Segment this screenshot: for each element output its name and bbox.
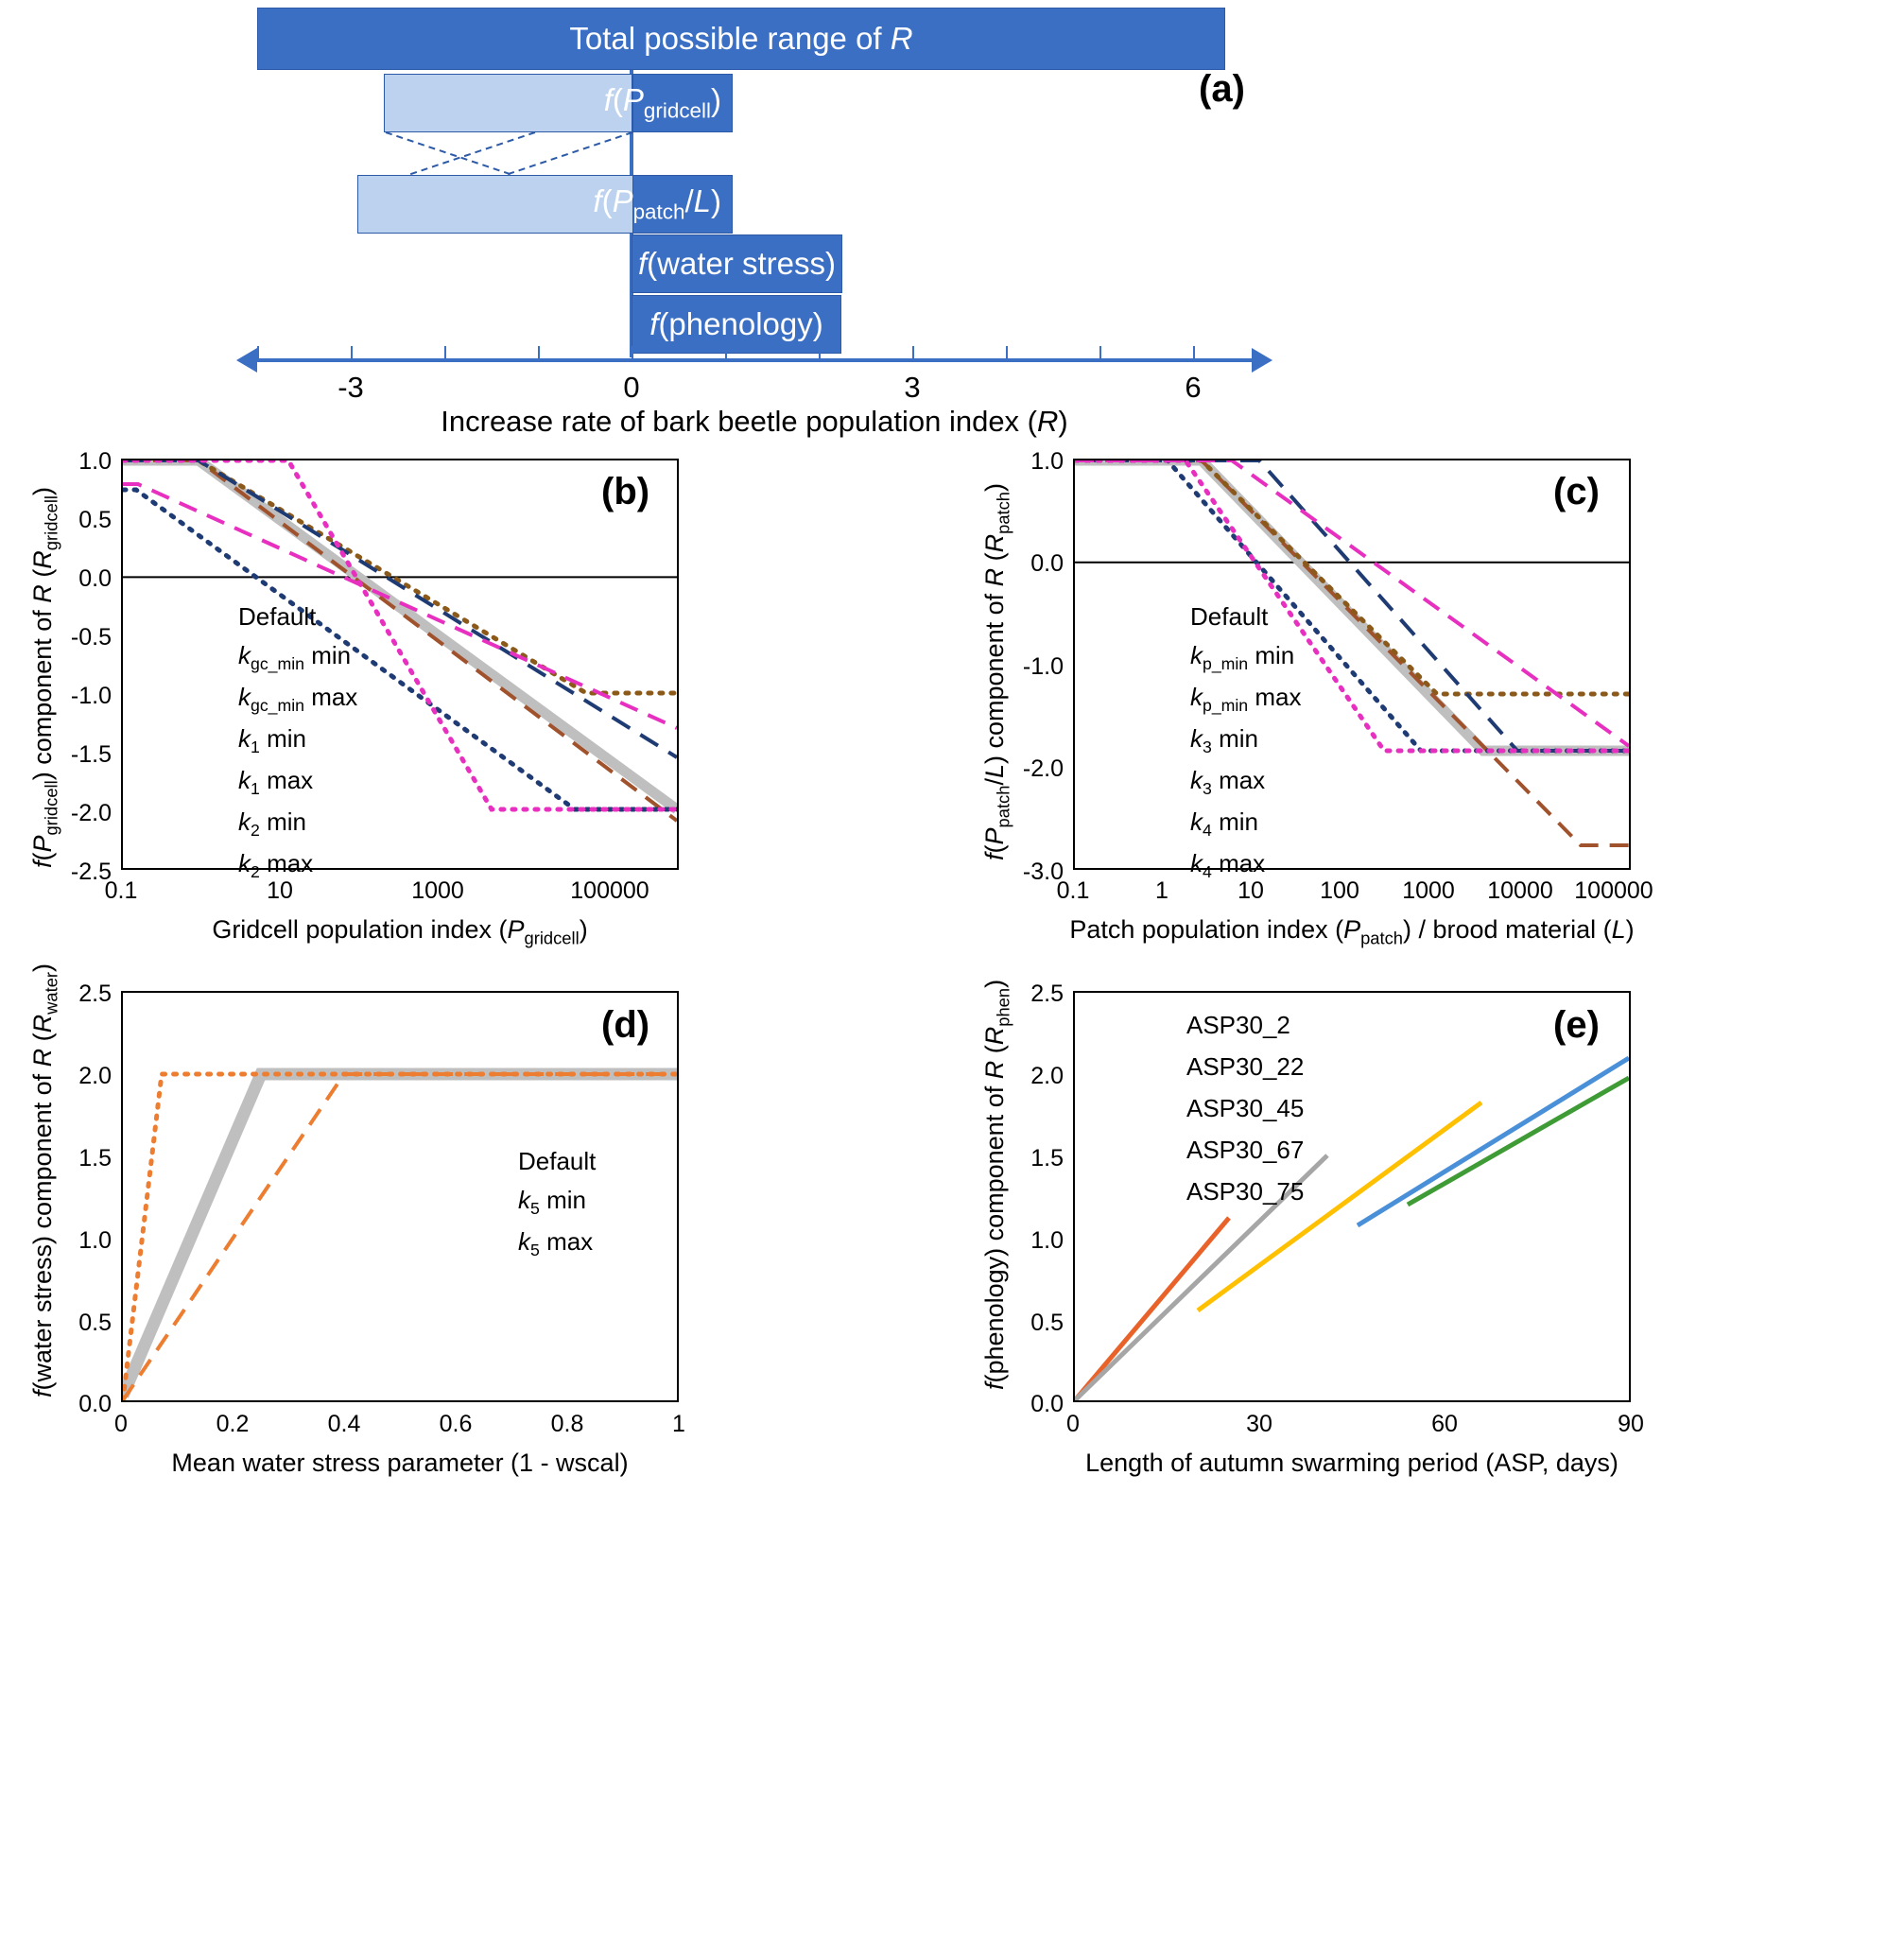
legend-item — [1096, 762, 1301, 804]
legend-item — [144, 720, 357, 762]
legend-label: $k_{gc\_min}$ min — [238, 641, 352, 674]
panel-a-tick — [1193, 346, 1195, 362]
panel-e-xtick: 60 — [1431, 1411, 1458, 1437]
panel-a-tick-label: 6 — [1185, 371, 1202, 404]
legend-item — [144, 637, 357, 679]
panel-e-xtick: 0 — [1066, 1411, 1080, 1437]
panel-c-ylabel: $f(P_{patch}/L)$ component of R $(R_{patch})$ — [980, 482, 1013, 860]
panel-e-xlabel: Length of autumn swarming period (ASP, days) — [1085, 1449, 1618, 1477]
legend-label: ASP30_2 — [1186, 1010, 1290, 1039]
panel-e-ylabel: f(phenology) component of R $(R_{phen})$ — [980, 979, 1013, 1390]
panel-d — [0, 963, 952, 1944]
legend-label: $k_1$ max — [238, 766, 314, 799]
legend-item — [1096, 845, 1301, 887]
legend-label: Default — [518, 1146, 597, 1175]
panel-d-tag: (d) — [601, 1004, 650, 1046]
panel-a-tag: (a) — [1199, 68, 1245, 110]
panel-b-ytick: -2.0 — [70, 800, 112, 826]
panel-a-tick — [819, 346, 821, 362]
panel-e-ytick: 0.0 — [1030, 1391, 1064, 1417]
panel-c — [952, 444, 1904, 974]
panel-a-tick-label: 0 — [623, 371, 640, 404]
panel-e-ytick: 2.5 — [1030, 981, 1064, 1007]
legend-item — [1096, 804, 1301, 845]
panel-b-ytick: -1.5 — [70, 741, 112, 768]
panel-a-tick — [444, 346, 446, 362]
panel-d-ytick: 2.0 — [78, 1063, 112, 1089]
legend-item — [144, 596, 357, 637]
panel-b-legend — [144, 596, 357, 887]
legend-item — [1096, 637, 1301, 679]
panel-c-ytick: 0.0 — [1030, 550, 1064, 577]
legend-item — [1092, 1087, 1304, 1129]
panel-c-xtick: 100 — [1320, 877, 1359, 904]
legend-item — [144, 845, 357, 887]
panel-b-tag: (b) — [601, 471, 650, 512]
legend-label: $k_1$ min — [238, 724, 306, 757]
legend-label: Default — [1190, 601, 1269, 631]
panel-c-ytick: -3.0 — [1022, 859, 1064, 885]
panel-c-xtick: 10000 — [1487, 877, 1553, 904]
panel-d-xtick: 0.8 — [550, 1411, 584, 1437]
axis-arrow-right-icon — [1252, 348, 1272, 373]
panel-b-xtick: 0.1 — [104, 877, 138, 904]
bar-f-pgridcell-label: $f(P_{gridcell})$ — [603, 82, 721, 123]
panel-c-ytick: 1.0 — [1030, 448, 1064, 475]
bar-total-range — [257, 8, 1225, 70]
legend-item — [1092, 1004, 1304, 1046]
panel-c-xtick: 100000 — [1574, 877, 1653, 904]
panel-a-tick — [1099, 346, 1101, 362]
panel-b-ytick: 1.0 — [78, 448, 112, 475]
panel-b-ytick: 0.0 — [78, 565, 112, 592]
panel-a-tick — [538, 346, 540, 362]
panel-e-xtick: 90 — [1618, 1411, 1644, 1437]
axis-arrow-left-icon — [236, 348, 257, 373]
legend-label: $k_3$ max — [1190, 766, 1266, 799]
panel-c-xtick: 0.1 — [1056, 877, 1090, 904]
panel-a-tick-label: -3 — [338, 371, 364, 404]
panel-b-xtick: 10 — [267, 877, 293, 904]
panel-e-legend — [1092, 1004, 1304, 1212]
legend-item — [1092, 1046, 1304, 1087]
panel-d-ylabel: f(water stress) component of R $(R_{water})$ — [28, 963, 61, 1397]
legend-label: $k_{p\_min}$ min — [1190, 641, 1295, 674]
legend-label: Default — [238, 601, 317, 631]
legend-item — [1096, 596, 1301, 637]
panel-d-ytick: 1.5 — [78, 1145, 112, 1172]
panel-d-xtick: 0.4 — [327, 1411, 361, 1437]
legend-label: $k_2$ min — [238, 807, 306, 841]
legend-item — [144, 679, 357, 720]
panel-a-tick — [632, 346, 633, 362]
panel-c-ytick: -1.0 — [1022, 653, 1064, 680]
panel-e — [952, 974, 1904, 1944]
panel-d-xtick: 0 — [114, 1411, 128, 1437]
panel-b — [0, 444, 952, 974]
legend-label: $k_4$ max — [1190, 849, 1266, 882]
legend-label: $k_5$ min — [518, 1186, 586, 1219]
legend-item — [1096, 720, 1301, 762]
legend-item — [424, 1140, 596, 1182]
legend-label: $k_4$ min — [1190, 807, 1258, 841]
bar-f-water-stress-label: f(water stress) — [637, 246, 837, 281]
legend-item — [424, 1182, 596, 1224]
legend-label: $k_{p\_min}$ max — [1190, 683, 1302, 716]
panel-d-xlabel: Mean water stress parameter (1 - wscal) — [171, 1449, 629, 1477]
bar-f-water-stress — [632, 234, 842, 293]
legend-label: ASP30_67 — [1186, 1135, 1305, 1164]
panel-a-tick-label: 3 — [904, 371, 921, 404]
panel-e-tag: (e) — [1553, 1004, 1600, 1046]
panel-c-xtick: 1 — [1155, 877, 1168, 904]
bar-f-phenology-label: f(phenology) — [649, 306, 823, 341]
legend-item — [1092, 1171, 1304, 1212]
legend-label: $k_{gc\_min}$ max — [238, 683, 358, 716]
bar-total-range-label: Total possible range of R — [569, 21, 913, 56]
panel-b-ytick: -1.0 — [70, 683, 112, 709]
panel-b-xlabel: Gridcell population index $(P_{gridcell})$ — [212, 915, 588, 948]
panel-d-ytick: 0.0 — [78, 1391, 112, 1417]
panel-a — [0, 0, 1904, 444]
panel-a-tick — [725, 346, 727, 362]
panel-c-tag: (c) — [1553, 471, 1600, 512]
panel-d-legend — [424, 1140, 596, 1265]
legend-label: ASP30_45 — [1186, 1093, 1305, 1122]
panel-d-ytick: 0.5 — [78, 1310, 112, 1336]
legend-label: ASP30_75 — [1186, 1176, 1305, 1206]
panel-b-xtick: 100000 — [570, 877, 649, 904]
panel-d-xtick: 0.2 — [216, 1411, 250, 1437]
panel-e-ytick: 1.5 — [1030, 1145, 1064, 1172]
panel-c-ytick: -2.0 — [1022, 755, 1064, 782]
panel-b-xtick: 1000 — [411, 877, 464, 904]
panel-d-xtick: 1 — [672, 1411, 685, 1437]
legend-item — [144, 762, 357, 804]
panel-d-xtick: 0.6 — [439, 1411, 473, 1437]
panel-b-ytick: -2.5 — [70, 859, 112, 885]
legend-label: $k_5$ max — [518, 1227, 594, 1260]
panel-b-ylabel: $f(P_{gridcell})$ component of R $(R_{gridcell})$ — [28, 487, 61, 868]
legend-item — [424, 1224, 596, 1265]
legend-label: $k_2$ max — [238, 849, 314, 882]
panel-c-xlabel: Patch population index $(P_{patch})$ / brood material (L) — [1069, 915, 1635, 948]
panel-a-tick — [1006, 346, 1008, 362]
panel-a-tick — [257, 346, 259, 362]
panel-a-axis-title: Increase rate of bark beetle population index (R) — [441, 405, 1068, 438]
panel-e-ytick: 1.0 — [1030, 1227, 1064, 1254]
panel-e-xtick: 30 — [1246, 1411, 1272, 1437]
legend-item — [144, 804, 357, 845]
panel-c-legend — [1096, 596, 1301, 887]
panel-a-axis — [257, 358, 1252, 362]
panel-d-ytick: 1.0 — [78, 1227, 112, 1254]
panel-e-ytick: 0.5 — [1030, 1310, 1064, 1336]
legend-item — [1096, 679, 1301, 720]
legend-item — [1092, 1129, 1304, 1171]
panel-c-xtick: 10 — [1238, 877, 1264, 904]
panel-c-xtick: 1000 — [1402, 877, 1455, 904]
panel-e-ytick: 2.0 — [1030, 1063, 1064, 1089]
bar-f-ppatch-label: $f(P_{patch}/L)$ — [593, 183, 721, 224]
bar-f-phenology — [632, 295, 841, 354]
legend-label: $k_3$ min — [1190, 724, 1258, 757]
panel-a-tick — [351, 346, 353, 362]
panel-b-ytick: 0.5 — [78, 507, 112, 533]
panel-b-ytick: -0.5 — [70, 624, 112, 651]
panel-d-ytick: 2.5 — [78, 981, 112, 1007]
legend-label: ASP30_22 — [1186, 1051, 1305, 1081]
panel-a-tick — [912, 346, 914, 362]
